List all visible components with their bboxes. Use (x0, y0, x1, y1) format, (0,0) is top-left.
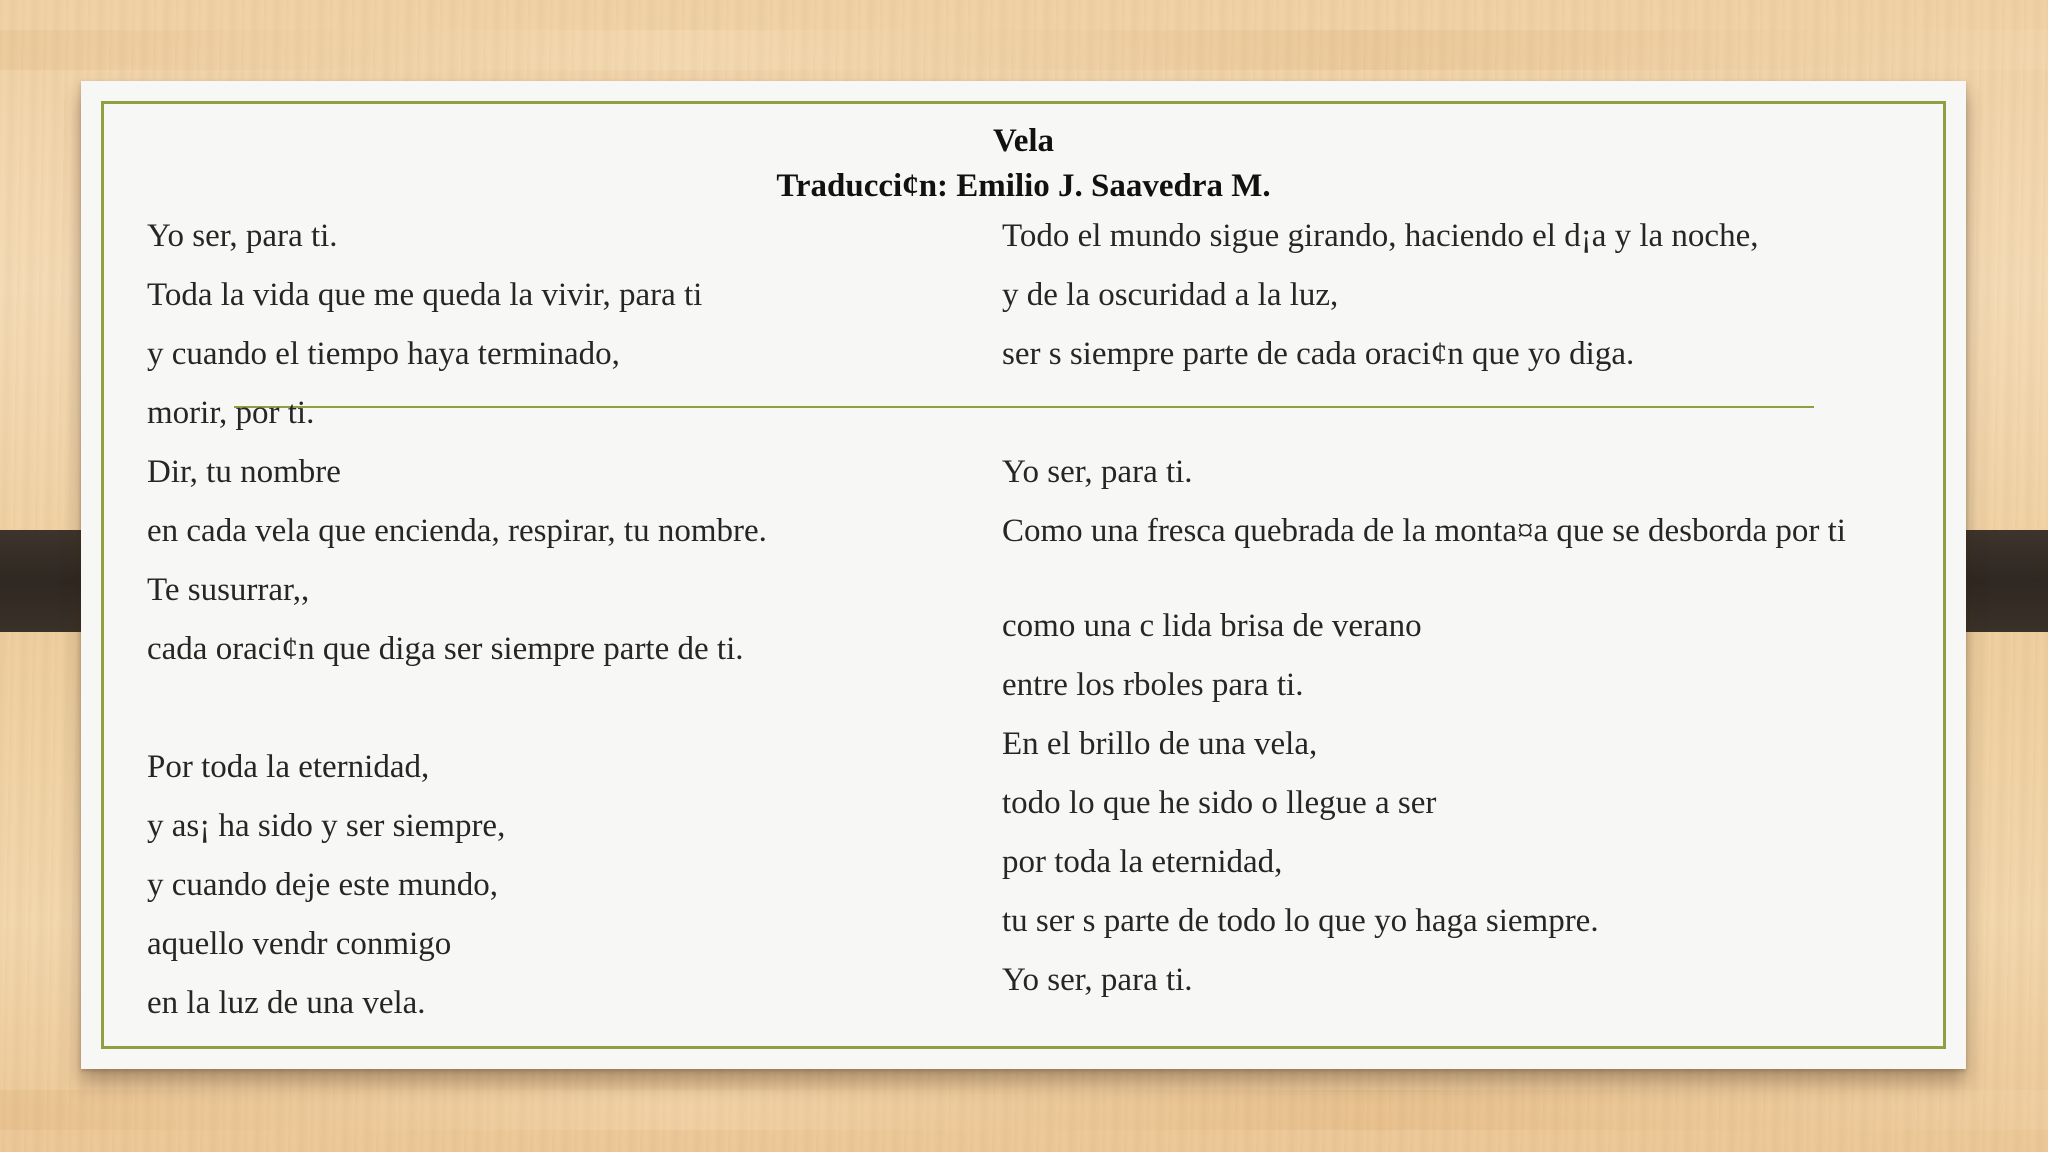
poem-line: cada oraci¢n que diga ser siempre parte de ti. (147, 631, 744, 667)
poem-line: Toda la vida que me queda la vivir, para ti (147, 277, 703, 313)
poem-line: y as¡ ha sido y ser siempre, (147, 808, 506, 844)
poem-line: Todo el mundo sigue girando, haciendo el d¡a y la noche, (1002, 218, 1759, 254)
poem-line: morir, por ti. (147, 395, 315, 431)
poem-title: Vela (992, 123, 1055, 159)
poem-line: y cuando el tiempo haya terminado, (147, 336, 620, 372)
poem-line: En el brillo de una vela, (1002, 726, 1318, 762)
poem-line: tu ser s parte de todo lo que yo haga siempre. (1002, 903, 1599, 939)
poem-line: Como una fresca quebrada de la monta¤a que se desborda por ti (1002, 513, 1846, 549)
poem-line: Yo ser, para ti. (1002, 962, 1193, 998)
poem-line: en cada vela que encienda, respirar, tu nombre. (147, 513, 767, 549)
poem-line: por toda la eternidad, (1002, 844, 1283, 880)
poem-line: como una c lida brisa de verano (1002, 608, 1422, 644)
poem-line: Por toda la eternidad, (147, 749, 430, 785)
poem-line: aquello vendr conmigo (147, 926, 452, 962)
poem-line: Yo ser, para ti. (147, 218, 338, 254)
poem-line: entre los rboles para ti. (1002, 667, 1304, 703)
wood-grain (0, 1090, 2048, 1130)
slide-card (81, 81, 1966, 1069)
poem-line: Te susurrar,, (147, 572, 310, 608)
poem-line: todo lo que he sido o llegue a ser (1002, 785, 1437, 821)
divider-line (234, 406, 1814, 408)
wood-grain (0, 30, 2048, 70)
poem-line: y cuando deje este mundo, (147, 867, 498, 903)
poem-line: Dir, tu nombre (147, 454, 341, 490)
poem-line: ser s siempre parte de cada oraci¢n que yo diga. (1002, 336, 1635, 372)
poem-line: en la luz de una vela. (147, 985, 426, 1021)
poem-subtitle: Traducci¢n: Emilio J. Saavedra M. (776, 168, 1271, 204)
poem-line: y de la oscuridad a la luz, (1002, 277, 1339, 313)
poem-line: Yo ser, para ti. (1002, 454, 1193, 490)
